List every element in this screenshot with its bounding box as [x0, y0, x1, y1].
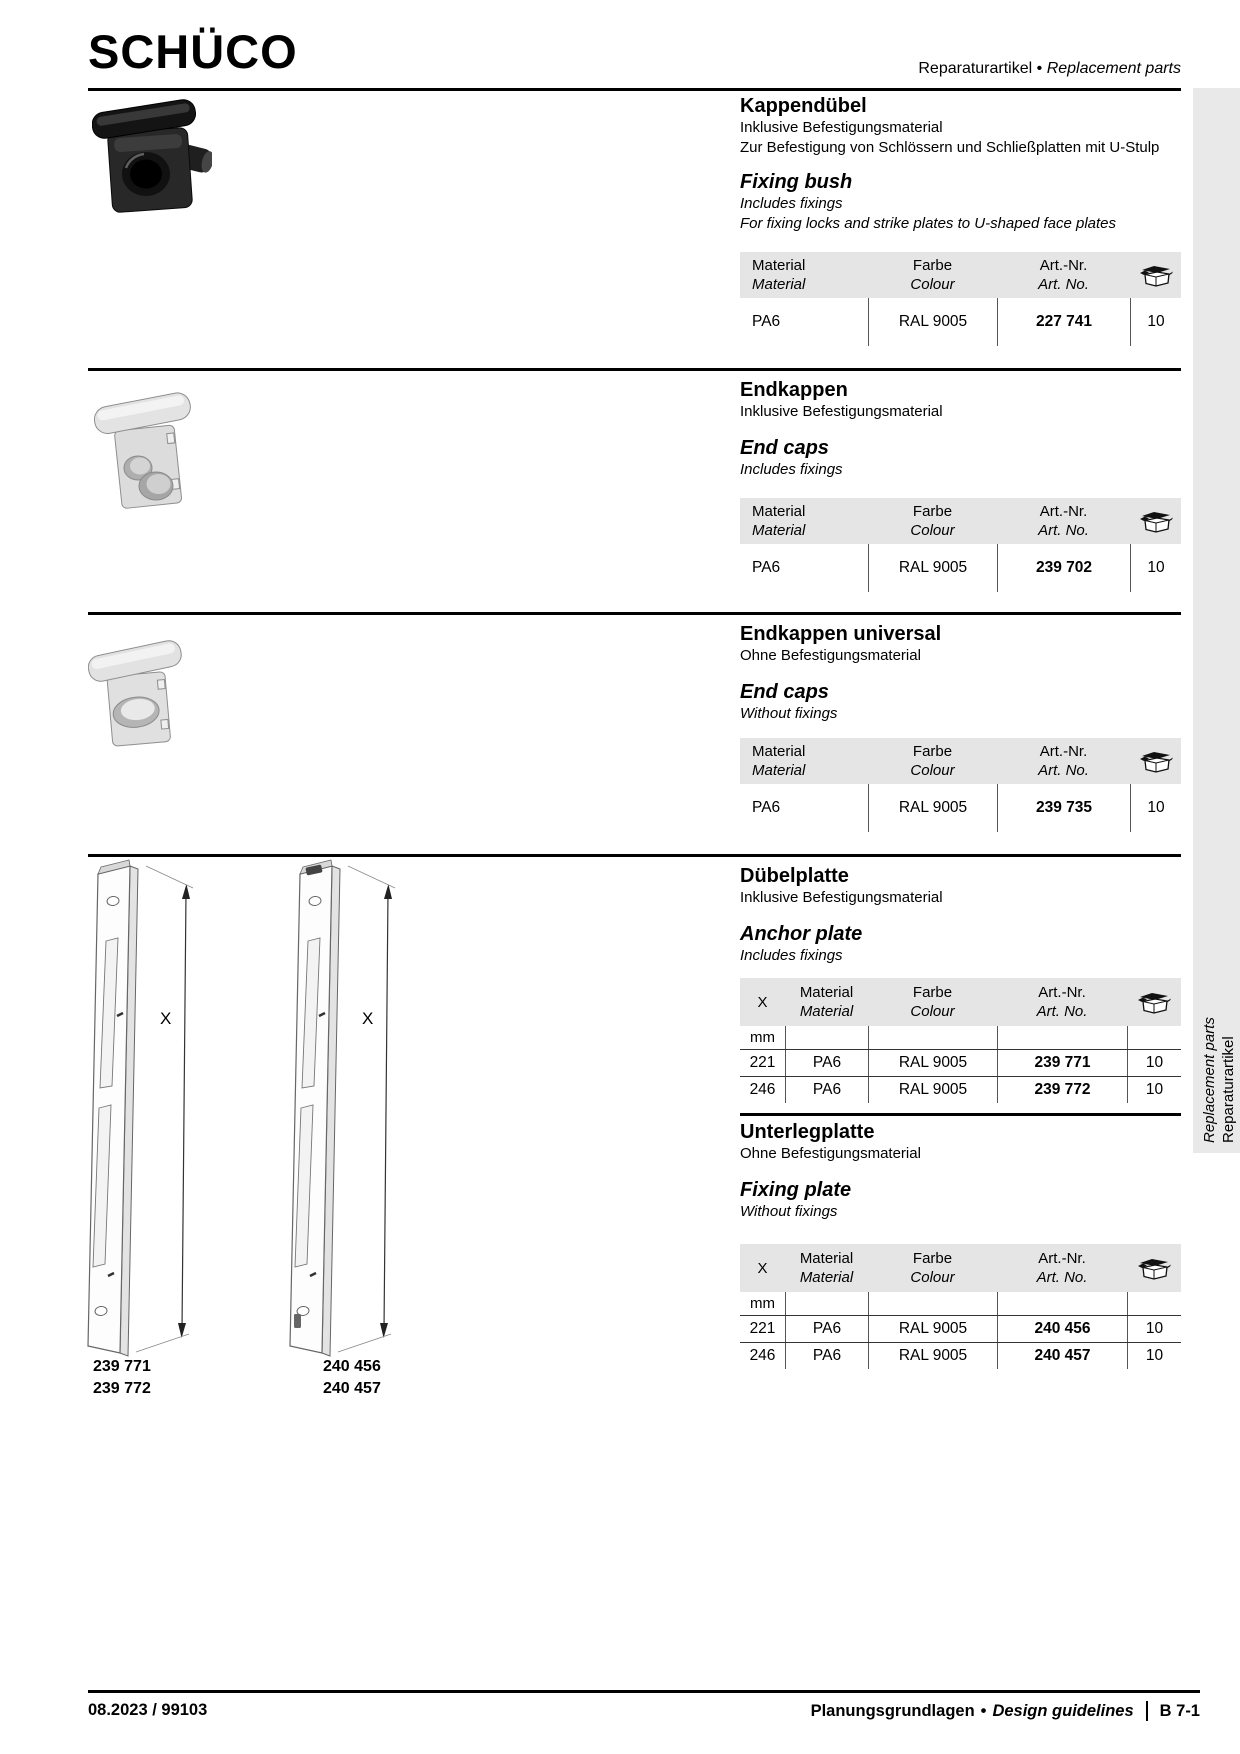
cell-material: PA6 — [785, 1343, 868, 1369]
table-header-colour: Farbe Colour — [910, 503, 955, 539]
side-register-tab — [1193, 88, 1240, 1153]
table-header-pack — [1130, 510, 1181, 533]
cell-material: PA6 — [785, 1077, 868, 1103]
table-row — [740, 784, 1181, 832]
section-title-en: End caps — [740, 681, 829, 703]
package-icon — [1137, 991, 1171, 1014]
section-subtitle-en: Includes fixings — [740, 461, 843, 478]
section-title-de: Unterlegplatte — [740, 1121, 875, 1143]
package-icon — [1139, 264, 1173, 287]
table-header-colour: Farbe Colour — [910, 257, 955, 293]
cell-art-no: 239 771 — [997, 1050, 1127, 1076]
anchor-plates-figure: X — [70, 856, 470, 1406]
end-cap-universal-image — [88, 636, 188, 756]
cell-colour: RAL 9005 — [868, 1343, 997, 1369]
fixing-plate-drawing — [290, 860, 395, 1356]
table-header-art-no: Art.-Nr. Art. No. — [1038, 743, 1089, 779]
table-header-row — [740, 498, 1181, 544]
table-header-colour: Farbe Colour — [910, 984, 955, 1020]
table-header-material: Material Material — [752, 503, 806, 539]
cell-material: PA6 — [752, 559, 781, 576]
table-header-material: Material Material — [752, 743, 806, 779]
side-register-text — [1200, 88, 1238, 1153]
package-icon — [1139, 750, 1173, 773]
cell-unit: mm — [750, 1029, 775, 1046]
product-table — [740, 252, 1181, 346]
table-header-row — [740, 738, 1181, 784]
cell-pack-qty: 10 — [1127, 1316, 1181, 1342]
section-divider-1 — [88, 368, 1181, 371]
section-title-de: Endkappen universal — [740, 623, 942, 645]
cell-material: PA6 — [752, 313, 781, 330]
cell-pack-qty: 10 — [1127, 1077, 1181, 1103]
section-subtitle-de: Inklusive Befestigungsmaterial — [740, 403, 943, 420]
table-unit-row — [740, 1026, 1181, 1050]
footer-bullet: • — [980, 1701, 987, 1720]
cell-pack-qty: 10 — [1130, 784, 1181, 832]
section-subtitle-en-2: For fixing locks and strike plates to U-shaped face plates — [740, 215, 1117, 232]
table-row — [740, 1316, 1181, 1342]
section-endkappen-universal — [740, 622, 1181, 832]
table-row — [740, 544, 1181, 592]
cell-colour: RAL 9005 — [868, 1050, 997, 1076]
section-subtitle-de-2: Zur Befestigung von Schlössern und Schließplatten mit U-Stulp — [740, 139, 1160, 156]
section-subtitle-de: Inklusive Befestigungsmaterial — [740, 119, 943, 136]
footer-rule — [88, 1690, 1200, 1693]
cell-art-no: 239 702 — [997, 544, 1130, 592]
footer-date: 08.2023 / 99103 — [88, 1701, 208, 1719]
header-section-label — [918, 60, 1181, 78]
cell-x: 221 — [749, 1054, 776, 1071]
section-unterlegplatte — [740, 1120, 1181, 1369]
section-title-de: Kappendübel — [740, 95, 867, 117]
table-header-pack — [1127, 1257, 1181, 1280]
table-header-x: X — [757, 993, 768, 1011]
brand-mark-bottom — [294, 1314, 301, 1328]
table-header-art-no: Art.-Nr. Art. No. — [1038, 257, 1089, 293]
section-endkappen — [740, 378, 1181, 592]
cell-colour: RAL 9005 — [868, 784, 997, 832]
anchor-plate-part-numbers — [93, 1356, 151, 1400]
table-header-art-no: Art.-Nr. Art. No. — [1038, 503, 1089, 539]
part-number: 239 772 — [93, 1380, 151, 1397]
table-header-colour: Farbe Colour — [910, 1250, 955, 1286]
table-header-material: Material Material — [799, 984, 854, 1020]
table-header-row — [740, 978, 1181, 1026]
table-header-art-no: Art.-Nr. Art. No. — [1036, 1250, 1088, 1286]
package-icon — [1137, 1257, 1171, 1280]
section-divider-2 — [88, 612, 1181, 615]
section-title-de: Dübelplatte — [740, 865, 849, 887]
header-rule — [88, 88, 1181, 91]
side-tab-label-de: Reparaturartikel — [1220, 1036, 1237, 1143]
table-header-art-no: Art.-Nr. Art. No. — [1036, 984, 1088, 1020]
section-subtitle-de: Ohne Befestigungsmaterial — [740, 647, 921, 664]
footer-title-de: Planungsgrundlagen — [810, 1701, 975, 1720]
cell-pack-qty: 10 — [1130, 298, 1181, 346]
table-header-pack — [1130, 750, 1181, 773]
table-row — [740, 1076, 1181, 1103]
cell-art-no: 240 456 — [997, 1316, 1127, 1342]
package-icon — [1139, 510, 1173, 533]
table-header-pack — [1130, 264, 1181, 287]
footer-title-en: Design guidelines — [992, 1701, 1134, 1720]
product-table — [740, 738, 1181, 832]
cell-unit: mm — [750, 1295, 775, 1312]
section-title-en: Anchor plate — [740, 923, 863, 945]
cell-art-no: 239 772 — [997, 1077, 1127, 1103]
anchor-plate-drawing — [88, 860, 193, 1356]
table-row — [740, 1050, 1181, 1076]
table-header-row — [740, 1244, 1181, 1292]
section-subtitle-de: Ohne Befestigungsmaterial — [740, 1145, 921, 1162]
section-title-de: Endkappen — [740, 379, 848, 401]
product-table — [740, 978, 1181, 1103]
product-table — [740, 1244, 1181, 1369]
section-kappenduebel — [740, 94, 1181, 346]
table-header-material: Material Material — [799, 1250, 854, 1286]
section-title-en: Fixing plate — [740, 1179, 852, 1201]
part-number: 240 457 — [323, 1380, 381, 1397]
fixing-plate-part-numbers — [323, 1356, 381, 1400]
cell-colour: RAL 9005 — [868, 298, 997, 346]
cell-colour: RAL 9005 — [868, 544, 997, 592]
cell-material: PA6 — [752, 799, 781, 816]
part-number: 239 771 — [93, 1358, 151, 1375]
table-header-colour: Farbe Colour — [910, 743, 955, 779]
cell-pack-qty: 10 — [1127, 1050, 1181, 1076]
section-subtitle-en: Without fixings — [740, 1203, 838, 1220]
cell-x: 246 — [749, 1081, 776, 1098]
cell-art-no: 227 741 — [997, 298, 1130, 346]
table-header-material: Material Material — [752, 257, 806, 293]
table-row — [740, 298, 1181, 346]
cell-material: PA6 — [785, 1050, 868, 1076]
part-number: 240 456 — [323, 1358, 381, 1375]
footer-page-number: B 7-1 — [1159, 1701, 1200, 1720]
section-title-en: End caps — [740, 437, 829, 459]
header-label-bullet: • — [1036, 60, 1043, 77]
cell-material: PA6 — [785, 1316, 868, 1342]
table-header-x: X — [757, 1259, 768, 1277]
section-divider-4 — [740, 1113, 1181, 1116]
section-subtitle-de: Inklusive Befestigungsmaterial — [740, 889, 943, 906]
cell-pack-qty: 10 — [1127, 1343, 1181, 1369]
footer-separator — [1146, 1701, 1148, 1721]
header-label-de: Reparaturartikel — [918, 60, 1033, 77]
brand-logo: SCHÜCO — [88, 25, 298, 78]
fixing-bush-image — [92, 98, 212, 228]
cell-colour: RAL 9005 — [868, 1316, 997, 1342]
table-row — [740, 1342, 1181, 1369]
cell-pack-qty: 10 — [1130, 544, 1181, 592]
cell-art-no: 240 457 — [997, 1343, 1127, 1369]
cell-x: 221 — [749, 1320, 776, 1337]
cell-art-no: 239 735 — [997, 784, 1130, 832]
section-subtitle-en: Includes fixings — [740, 195, 843, 212]
section-subtitle-en: Includes fixings — [740, 947, 843, 964]
section-duebelplatte — [740, 864, 1181, 1103]
section-subtitle-en: Without fixings — [740, 705, 838, 722]
side-tab-label-en: Replacement parts — [1201, 1017, 1218, 1143]
section-title-en: Fixing bush — [740, 171, 853, 193]
table-header-row — [740, 252, 1181, 298]
footer-right — [811, 1701, 1200, 1721]
cell-x: 246 — [749, 1347, 776, 1364]
table-unit-row — [740, 1292, 1181, 1316]
product-table — [740, 498, 1181, 592]
table-header-pack — [1127, 991, 1181, 1014]
header-label-en: Replacement parts — [1046, 60, 1181, 77]
end-cap-image — [94, 386, 199, 521]
cell-colour: RAL 9005 — [868, 1077, 997, 1103]
